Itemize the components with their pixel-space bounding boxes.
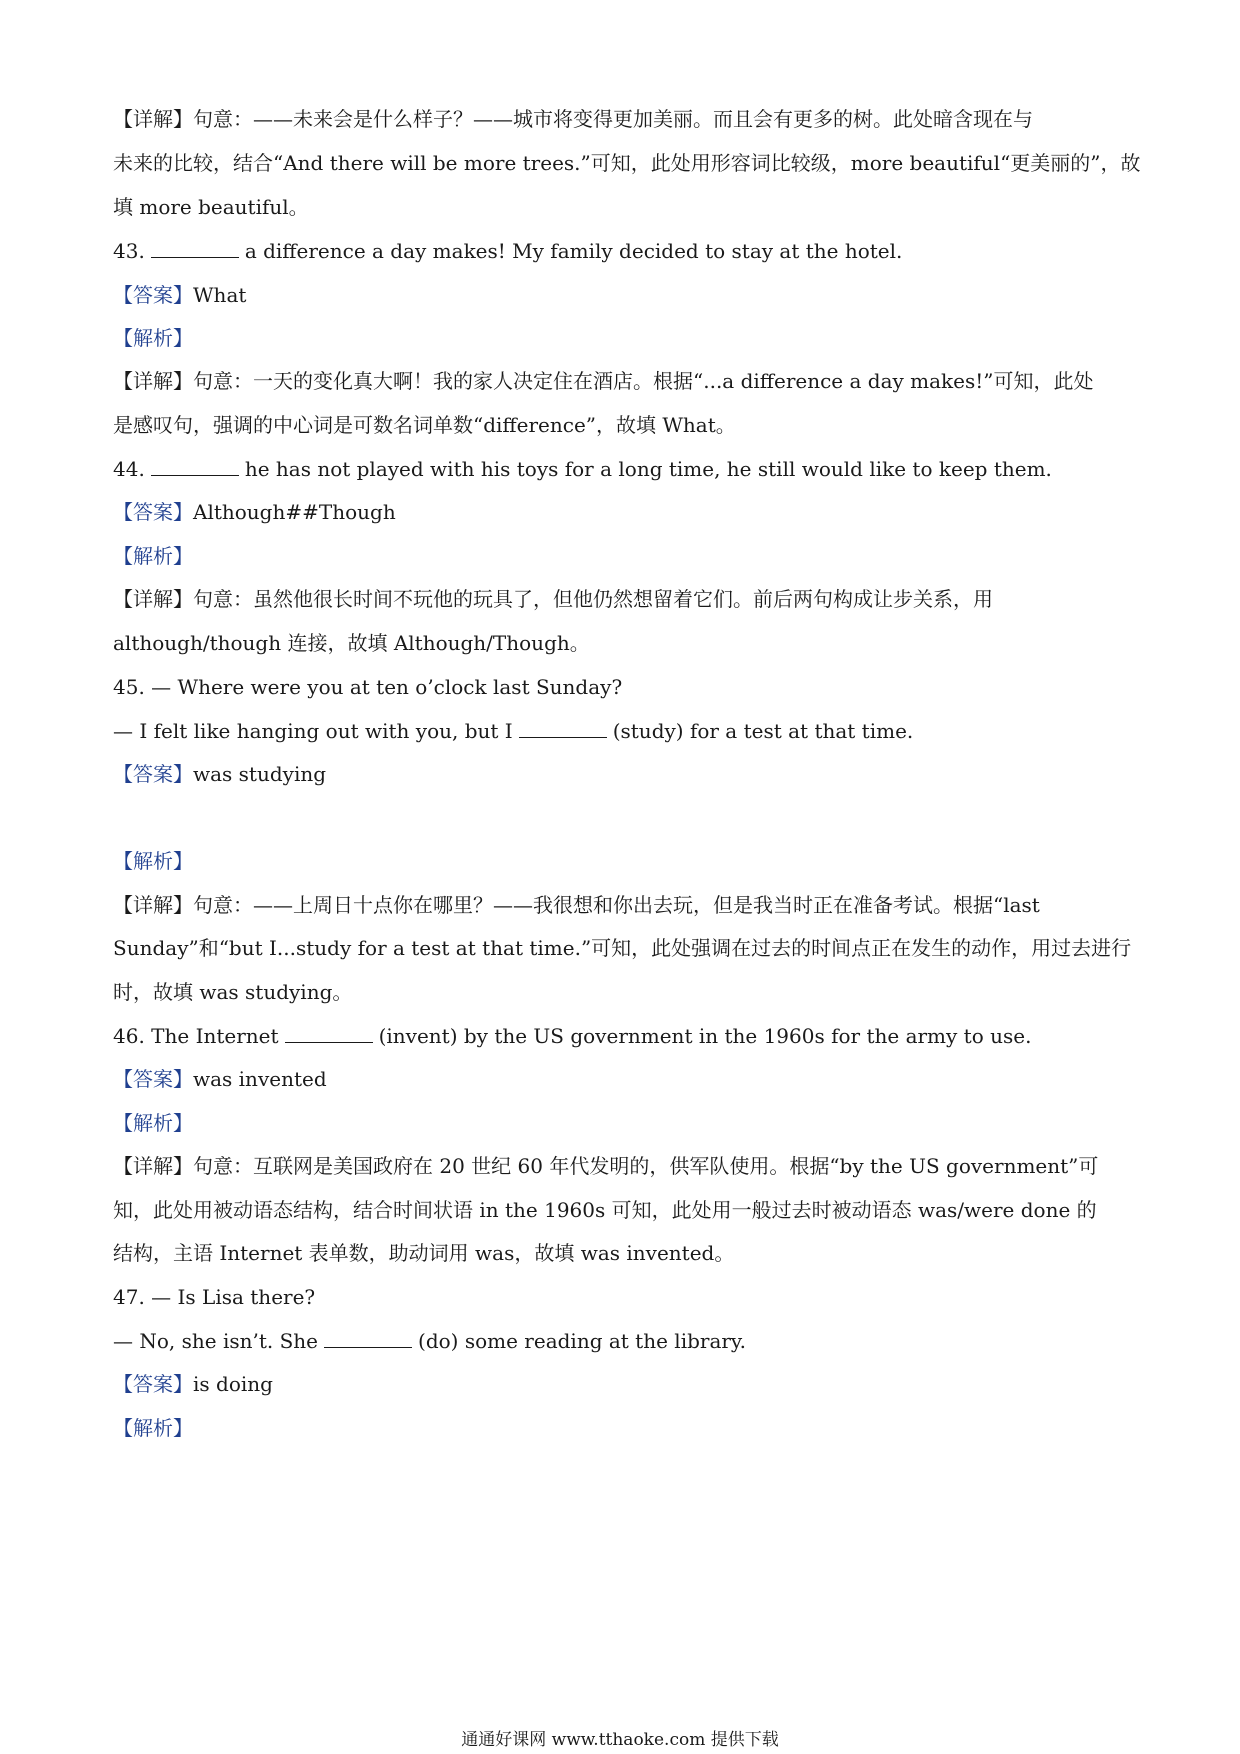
answer-blank: [519, 719, 607, 738]
detail-label: 【详解】: [113, 893, 193, 917]
answer-label: 【答案】: [113, 1372, 193, 1396]
q44-question: 44. he has not played with his toys for a long time, he still would like to keep them.: [113, 457, 1052, 481]
q43-detail-line-2: 是感叹句，强调的中心词是可数名词单数“difference”，故填 What。: [113, 413, 736, 437]
analysis-label: 【解析】: [113, 849, 193, 873]
q43-detail-line-1: 【详解】句意：一天的变化真大啊！我的家人决定住在酒店。根据“...a difference a day makes!”可知，此处: [113, 369, 1094, 393]
q42-detail-line-1: 【详解】句意：——未来会是什么样子？——城市将变得更加美丽。而且会有更多的树。此处暗含现在与: [113, 107, 1033, 131]
analysis-label: 【解析】: [113, 1416, 193, 1440]
answer-blank: [151, 239, 239, 258]
q45-detail-line-2: Sunday”和“but I...study for a test at that time.”可知，此处强调在过去的时间点正在发生的动作，用过去进行: [113, 936, 1132, 960]
answer-label: 【答案】: [113, 1067, 193, 1091]
answer-blank: [285, 1024, 373, 1043]
q45-question-line-1: 45. — Where were you at ten o’clock last Sunday?: [113, 675, 623, 699]
answer-blank: [324, 1329, 412, 1348]
q47-analysis-label: [113, 1413, 1133, 1443]
q46-detail-line-3: 结构，主语 Internet 表单数，助动词用 was，故填 was invented。: [113, 1241, 735, 1265]
q45-detail-line-3: 时，故填 was studying。: [113, 980, 353, 1004]
analysis-label: 【解析】: [113, 1111, 193, 1135]
q46-answer: 【答案】was invented: [113, 1067, 327, 1091]
q47-question-line-2: — No, she isn’t. She (do) some reading at the library.: [113, 1329, 746, 1353]
q43-question: 43. a difference a day makes! My family decided to stay at the hotel.: [113, 239, 903, 263]
q46-question: 46. The Internet (invent) by the US government in the 1960s for the army to use.: [113, 1024, 1032, 1048]
q42-detail-line-2: 未来的比较，结合“And there will be more trees.”可知，此处用形容词比较级，more beautiful“更美丽的”，故: [113, 151, 1141, 175]
detail-label: 【详解】: [113, 107, 193, 131]
q47-answer: 【答案】is doing: [113, 1372, 273, 1396]
answer-label: 【答案】: [113, 283, 193, 307]
q44-analysis-label: [113, 541, 1133, 571]
analysis-label: 【解析】: [113, 544, 193, 568]
q43-answer: 【答案】What: [113, 283, 247, 307]
q44-detail-line-1: 【详解】句意：虽然他很长时间不玩他的玩具了，但他仍然想留着它们。前后两句构成让步关系，用: [113, 587, 993, 611]
q44-answer: 【答案】Although##Though: [113, 500, 396, 524]
detail-label: 【详解】: [113, 587, 193, 611]
q46-analysis-label: [113, 1108, 1133, 1138]
q47-question-line-1: 47. — Is Lisa there?: [113, 1285, 316, 1309]
detail-label: 【详解】: [113, 1154, 193, 1178]
q46-detail-line-1: 【详解】句意：互联网是美国政府在 20 世纪 60 年代发明的，供军队使用。根据“by the US government”可: [113, 1154, 1099, 1178]
q45-detail-line-1: 【详解】句意：——上周日十点你在哪里？——我很想和你出去玩，但是我当时正在准备考试。根据“last: [113, 893, 1040, 917]
answer-blank: [151, 457, 239, 476]
answer-label: 【答案】: [113, 762, 193, 786]
q45-question-line-2: — I felt like hanging out with you, but I (study) for a test at that time.: [113, 719, 914, 743]
analysis-label: 【解析】: [113, 326, 193, 350]
detail-label: 【详解】: [113, 369, 193, 393]
q46-detail-line-2: 知，此处用被动语态结构，结合时间状语 in the 1960s 可知，此处用一般过去时被动语态 was/were done 的: [113, 1198, 1097, 1222]
page-footer: 通通好课网 www.tthaoke.com 提供下载: [461, 1730, 779, 1750]
q45-answer: 【答案】was studying: [113, 762, 327, 786]
q42-detail-line-3: 填 more beautiful。: [113, 195, 309, 219]
q45-analysis-label: [113, 846, 1133, 876]
answer-label: 【答案】: [113, 500, 193, 524]
q44-detail-line-2: although/though 连接，故填 Although/Though。: [113, 631, 590, 655]
q43-analysis-label: [113, 323, 1133, 353]
